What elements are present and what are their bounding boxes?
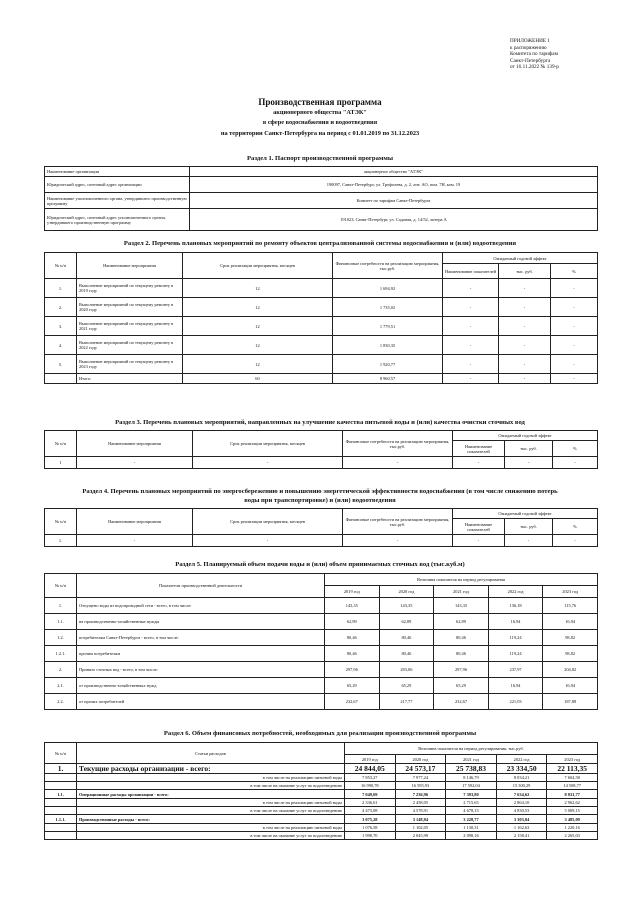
col-year: 2019 год <box>325 586 380 598</box>
cell: 7 393,80 <box>446 790 497 799</box>
cell: 237,97 <box>488 662 543 678</box>
col-values: Величина показателя на период регулирования <box>325 574 598 586</box>
col-period: Срок реализации мероприятия, месяцев <box>193 509 343 535</box>
section3-title: Раздел 3. Перечень плановых мероприятий, направленных на улучшение качества питьевой воды и (или) качества очистки сточных вод <box>115 419 525 426</box>
cell: 3 228,77 <box>446 815 497 824</box>
cell: 4 578,91 <box>395 807 446 815</box>
cell: Выполнение мероприятий по текущему ремонту в 2023 году <box>77 355 183 374</box>
table-row <box>45 279 598 298</box>
col-effect: Ожидаемый годовой эффект <box>453 431 598 441</box>
cell: 1 735,02 <box>333 298 443 317</box>
table-row <box>45 355 598 374</box>
cell: - <box>443 279 499 298</box>
table-row <box>45 177 598 193</box>
cell: 12 <box>183 298 333 317</box>
cell: - <box>499 298 551 317</box>
passport-value: 190097, Санкт-Петербург, ул. Трефолева, д. 2, лит. АО, пом. 7Н, ком. 19 <box>190 177 598 193</box>
page-title: Производственная программа <box>258 97 382 107</box>
cell: - <box>77 457 193 469</box>
cell: 24 573,17 <box>395 764 446 774</box>
cell: 60 <box>183 374 333 384</box>
col-effect-name: Наименование показателей <box>453 441 505 457</box>
cell: - <box>443 298 499 317</box>
cell: - <box>343 457 453 469</box>
cell: в том числе на реализацию питьевой воды <box>77 774 345 782</box>
cell: 5 069,15 <box>547 807 598 815</box>
cell: в том числе на оказание услуг по водоотведению <box>77 807 345 815</box>
cell: 217,77 <box>379 694 434 710</box>
subtitle-line-2: в сфере водоснабжения и водоотведения <box>262 119 378 126</box>
cell: - <box>343 535 453 547</box>
table-row <box>45 774 598 782</box>
cell: - <box>443 355 499 374</box>
table-row <box>45 598 598 614</box>
cell: 2 962,62 <box>547 799 598 807</box>
col-name: Показатели производственной деятельности <box>77 574 325 598</box>
cell: 143,35 <box>434 598 489 614</box>
col-period: Срок реализации мероприятия, месяцев <box>193 431 343 457</box>
cell: 4 678,15 <box>446 807 497 815</box>
cell: - <box>193 535 343 547</box>
col-year: 2023 год <box>543 586 598 598</box>
cell: 7 604,58 <box>547 774 598 782</box>
cell: 119,24 <box>488 646 543 662</box>
cell: 297,96 <box>325 662 380 678</box>
cell: 2 336,61 <box>345 799 396 807</box>
cell <box>45 832 77 840</box>
cell: - <box>553 535 598 547</box>
appendix-line: ПРИЛОЖЕНИЕ 1 <box>510 38 550 44</box>
cell: 297,96 <box>434 662 489 678</box>
table-row <box>45 824 598 832</box>
table-row <box>45 317 598 336</box>
cell: 14 508,77 <box>547 782 598 790</box>
col-effect: Ожидаемый годовой эффект <box>443 253 598 264</box>
col-year: 2020 год <box>395 755 446 764</box>
energy-table <box>44 508 598 547</box>
cell: Итого: <box>77 374 183 384</box>
cell: 16,94 <box>488 614 543 630</box>
cell: 7 977,24 <box>395 774 446 782</box>
cell: 1 <box>45 457 77 469</box>
cell: 1 694,92 <box>333 279 443 298</box>
cell: 119,24 <box>488 630 543 646</box>
cell: 1.1. <box>45 614 77 630</box>
cell: 3. <box>45 317 77 336</box>
col-effect-rub: тыс. руб. <box>499 264 551 279</box>
col-year: 2020 год <box>379 586 434 598</box>
cell: 2. <box>45 662 77 678</box>
appendix-line: от 16.11.2022 № 139-р <box>510 64 559 70</box>
cell: в том числе на оказание услуг по водоотведению <box>77 782 345 790</box>
cell: 2 864,10 <box>496 799 547 807</box>
cell: 80,46 <box>434 646 489 662</box>
passport-label: Наименование уполномоченного органа, утвердившего производственную программу <box>45 193 190 209</box>
cell: - <box>499 355 551 374</box>
col-name: Наименование мероприятия <box>77 509 193 535</box>
cell: 143,35 <box>379 598 434 614</box>
cell: 115,76 <box>543 598 598 614</box>
cell: 16,94 <box>543 614 598 630</box>
cell: 1 998,70 <box>345 832 396 840</box>
cell: 1 162,63 <box>496 824 547 832</box>
cell: 98,82 <box>543 630 598 646</box>
cell: 25 738,83 <box>446 764 497 774</box>
cell: 3 075,28 <box>345 815 396 824</box>
cell: 12 <box>183 317 333 336</box>
cell: 1. <box>45 598 77 614</box>
table-row <box>45 764 598 774</box>
cell: 204,82 <box>543 662 598 678</box>
cell: - <box>443 336 499 355</box>
appendix-block <box>510 38 620 71</box>
cell: 7 236,96 <box>395 790 446 799</box>
cell: - <box>551 317 598 336</box>
col-effect-pct: % <box>553 441 598 457</box>
cell: 16 595,93 <box>395 782 446 790</box>
cell: 65,29 <box>379 678 434 694</box>
cell: Принято сточных вод - всего, в том числе: <box>77 662 325 678</box>
table-row <box>45 209 598 231</box>
col-year: 2021 год <box>446 755 497 764</box>
cell: - <box>551 336 598 355</box>
col-effect: Ожидаемый годовой эффект <box>453 509 598 519</box>
cell: - <box>77 535 193 547</box>
cell: - <box>193 457 343 469</box>
col-year: 2019 год <box>345 755 396 764</box>
table-row <box>45 807 598 815</box>
cell: Выполнение мероприятий по текущему ремонту в 2022 году <box>77 336 183 355</box>
cell: - <box>453 457 505 469</box>
cell: - <box>499 374 551 384</box>
cell: 2 098,16 <box>446 832 497 840</box>
cell: 7 049,69 <box>345 790 396 799</box>
col-num: № п/п <box>45 253 77 279</box>
cell: 232,67 <box>434 694 489 710</box>
col-num: № п/п <box>45 574 77 598</box>
col-effect-pct: % <box>551 264 598 279</box>
section2-title: Раздел 2. Перечень плановых мероприятий по ремонту объектов централизованной системы водоснабжения и (или) водоотведения <box>123 240 517 247</box>
passport-label: Наименование организации <box>45 167 190 177</box>
cell: Выполнение мероприятий по текущему ремонту в 2021 году <box>77 317 183 336</box>
table-row <box>45 535 598 547</box>
col-effect-rub: тыс. руб. <box>505 441 553 457</box>
table-row <box>45 614 598 630</box>
cell: 3 485,09 <box>547 815 598 824</box>
table-row <box>45 336 598 355</box>
cell: - <box>505 535 553 547</box>
table-row <box>45 457 598 469</box>
col-period: Срок реализации мероприятия, месяцев <box>183 253 333 279</box>
cell: 16 990,78 <box>345 782 396 790</box>
cell: 12 <box>183 336 333 355</box>
cell: 65,29 <box>434 678 489 694</box>
cell: 8 034,21 <box>496 774 547 782</box>
cell: 8 146,79 <box>446 774 497 782</box>
cell: 1 220,16 <box>547 824 598 832</box>
cell: 62,89 <box>434 614 489 630</box>
cell: 23 334,50 <box>496 764 547 774</box>
appendix-line: к распоряжению <box>510 44 547 51</box>
cell: 98,82 <box>543 646 598 662</box>
passport-label: Юридический адрес, почтовый адрес уполномоченного органа, утвердившего производственную программу <box>45 209 190 231</box>
cell: 2 045,99 <box>395 832 446 840</box>
col-year: 2021 год <box>434 586 489 598</box>
cell: 2.1. <box>45 678 77 694</box>
cell: - <box>551 279 598 298</box>
cell: - <box>551 355 598 374</box>
cell: - <box>551 298 598 317</box>
cell: 2 458,05 <box>395 799 446 807</box>
cell: 62,89 <box>379 614 434 630</box>
cell: 1.1.1. <box>45 815 77 824</box>
cell: - <box>551 374 598 384</box>
cell: 80,46 <box>379 646 434 662</box>
table-row <box>45 193 598 209</box>
passport-value: акционерное общество "АТЭК" <box>190 167 598 177</box>
section5-title: Раздел 5. Планируемый объем подачи воды и (или) объем принимаемых сточных вод (тыс.куб.м) <box>175 561 465 568</box>
cell: 8 031,77 <box>547 790 598 799</box>
col-effect-name: Наименование показателей <box>453 519 505 535</box>
cell: Текущие расходы организации - всего: <box>77 764 345 774</box>
table-row <box>45 630 598 646</box>
cell: 1 102,05 <box>395 824 446 832</box>
subtitle-line-3: на территории Санкт-Петербурга на период с 01.01.2019 по 31.12.2023 <box>220 130 420 137</box>
cell: 1 779,51 <box>333 317 443 336</box>
cell: 136,18 <box>488 598 543 614</box>
cell: 80,46 <box>379 630 434 646</box>
cell: 4 473,08 <box>345 807 396 815</box>
col-year: 2022 год <box>496 755 547 764</box>
section6-title: Раздел 6. Объем финансовых потребностей, необходимых для реализации производственной программы <box>163 730 477 737</box>
col-effect-pct: % <box>553 519 598 535</box>
cell: - <box>499 317 551 336</box>
col-num: № п/п <box>45 509 77 535</box>
cell: 4. <box>45 336 77 355</box>
col-effect-name: Наименование показателей <box>443 264 499 279</box>
table-row <box>45 678 598 694</box>
cell: Операционные расходы организации - всего: <box>77 790 345 799</box>
cell: - <box>453 535 505 547</box>
cell: 2 265,03 <box>547 832 598 840</box>
volume-table <box>44 573 598 710</box>
cell: 5. <box>45 355 77 374</box>
cell: 2 158,41 <box>496 832 547 840</box>
col-finance: Финансовые потребности на реализацию мероприятия, тыс.руб. <box>343 431 453 457</box>
cell: Производственные расходы - всего: <box>77 815 345 824</box>
cell: 1.2.1. <box>45 646 77 662</box>
cell: 2 715,65 <box>446 799 497 807</box>
cell: 80,46 <box>325 630 380 646</box>
cell: потребителям Санкт-Петербурга - всего, в том числе: <box>77 630 325 646</box>
cell: 22 113,35 <box>547 764 598 774</box>
subtitle-line-1: акционерного общества "АТЭК" <box>273 109 367 116</box>
table-row <box>45 662 598 678</box>
appendix-line: Санкт-Петербурга <box>510 57 551 64</box>
cell: 16,94 <box>488 678 543 694</box>
cell: от производственно-хозяйственных нужд <box>77 678 325 694</box>
table-row <box>45 790 598 799</box>
table-row <box>45 799 598 807</box>
cell: - <box>505 457 553 469</box>
cell: 143,35 <box>325 598 380 614</box>
appendix-line: Комитета по тарифам <box>510 51 558 57</box>
cell: в том числе на реализацию питьевой воды <box>77 824 345 832</box>
cell: 80,46 <box>325 646 380 662</box>
section4-title-line2: воды при транспортировке) и (или) водоотведения <box>244 497 396 504</box>
cell <box>45 374 77 384</box>
col-num: № п/п <box>45 431 77 457</box>
col-effect-rub: тыс. руб. <box>505 519 553 535</box>
table-row <box>45 782 598 790</box>
cell: 62,89 <box>325 614 380 630</box>
cell: - <box>443 374 499 384</box>
cell: 1. <box>45 279 77 298</box>
cell: 3 303,84 <box>496 815 547 824</box>
table-row <box>45 646 598 662</box>
cell <box>45 807 77 815</box>
cell: 1.2. <box>45 630 77 646</box>
cell: 1 076,58 <box>345 824 396 832</box>
table-row <box>45 167 598 177</box>
quality-table <box>44 430 598 469</box>
col-finance: Финансовые потребности на реализацию мероприятия, тыс.руб. <box>333 253 443 279</box>
cell: 7 853,27 <box>345 774 396 782</box>
cell <box>45 799 77 807</box>
cell: 1 130,31 <box>446 824 497 832</box>
cell: 12 <box>183 355 333 374</box>
cell: 7 634,62 <box>496 790 547 799</box>
cell: Выполнение мероприятий по текущему ремонту в 2020 году <box>77 298 183 317</box>
cell: - <box>499 336 551 355</box>
cell: 232,67 <box>325 694 380 710</box>
cell: 17 592,04 <box>446 782 497 790</box>
cell: 1.1. <box>45 790 77 799</box>
repair-table <box>44 252 598 384</box>
cell: 187,88 <box>543 694 598 710</box>
col-finance: Финансовые потребности на реализацию мероприятия, тыс.руб. <box>343 509 453 535</box>
cell <box>45 824 77 832</box>
table-row <box>45 298 598 317</box>
cell: на производственно-хозяйственные нужды <box>77 614 325 630</box>
col-values: Величина показателя на период регулирования, тыс.руб. <box>345 743 598 755</box>
table-row <box>45 832 598 840</box>
col-year: 2023 год <box>547 755 598 764</box>
cell: 2. <box>45 298 77 317</box>
table-row <box>45 374 598 384</box>
cell: 283,06 <box>379 662 434 678</box>
cell: Отпущено воды из водопроводной сети - всего, в том числе: <box>77 598 325 614</box>
passport-value: 191023, Санкт-Петербург, ул. Садовая, д. 14/52, литера А <box>190 209 598 231</box>
section4-title-line1: Раздел 4. Перечень плановых мероприятий по энергосбережению и повышению энергетической эффективности водоснабжения (в том числе снижению потерь <box>82 488 558 495</box>
passport-table <box>44 166 598 231</box>
cell: 8 960,57 <box>333 374 443 384</box>
col-name: Наименование мероприятия <box>77 431 193 457</box>
cell: 2.2. <box>45 694 77 710</box>
cell: 12 <box>183 279 333 298</box>
cell: 1 830,35 <box>333 336 443 355</box>
cell <box>45 782 77 790</box>
passport-label: Юридический адрес, почтовый адрес организации <box>45 177 190 193</box>
cell: 24 844,05 <box>345 764 396 774</box>
cell: - <box>553 457 598 469</box>
cell: 1 920,77 <box>333 355 443 374</box>
table-row <box>45 815 598 824</box>
cell: в том числе на оказание услуг по водоотведению <box>77 832 345 840</box>
cell: в том числе на реализацию питьевой воды <box>77 799 345 807</box>
cell: прочим потребителям <box>77 646 325 662</box>
finance-table <box>44 742 598 840</box>
cell: 15 300,29 <box>496 782 547 790</box>
cell: 3 148,84 <box>395 815 446 824</box>
cell: 221,03 <box>488 694 543 710</box>
col-name: Наименование мероприятия <box>77 253 183 279</box>
cell: 65,29 <box>325 678 380 694</box>
col-year: 2022 год <box>488 586 543 598</box>
cell: 4 830,53 <box>496 807 547 815</box>
passport-value: Комитет по тарифам Санкт-Петербурга <box>190 193 598 209</box>
cell <box>45 774 77 782</box>
cell: от прочих потребителей <box>77 694 325 710</box>
section1-title: Раздел 1. Паспорт производственной программы <box>247 155 393 162</box>
col-name: Статьи расходов <box>77 743 345 764</box>
cell: 1. <box>45 535 77 547</box>
table-row <box>45 694 598 710</box>
cell: Выполнение мероприятий по текущему ремонту в 2019 году <box>77 279 183 298</box>
cell: 80,46 <box>434 630 489 646</box>
cell: 1. <box>45 764 77 774</box>
col-num: № п/п <box>45 743 77 764</box>
cell: 16,94 <box>543 678 598 694</box>
cell: - <box>499 279 551 298</box>
cell: - <box>443 317 499 336</box>
